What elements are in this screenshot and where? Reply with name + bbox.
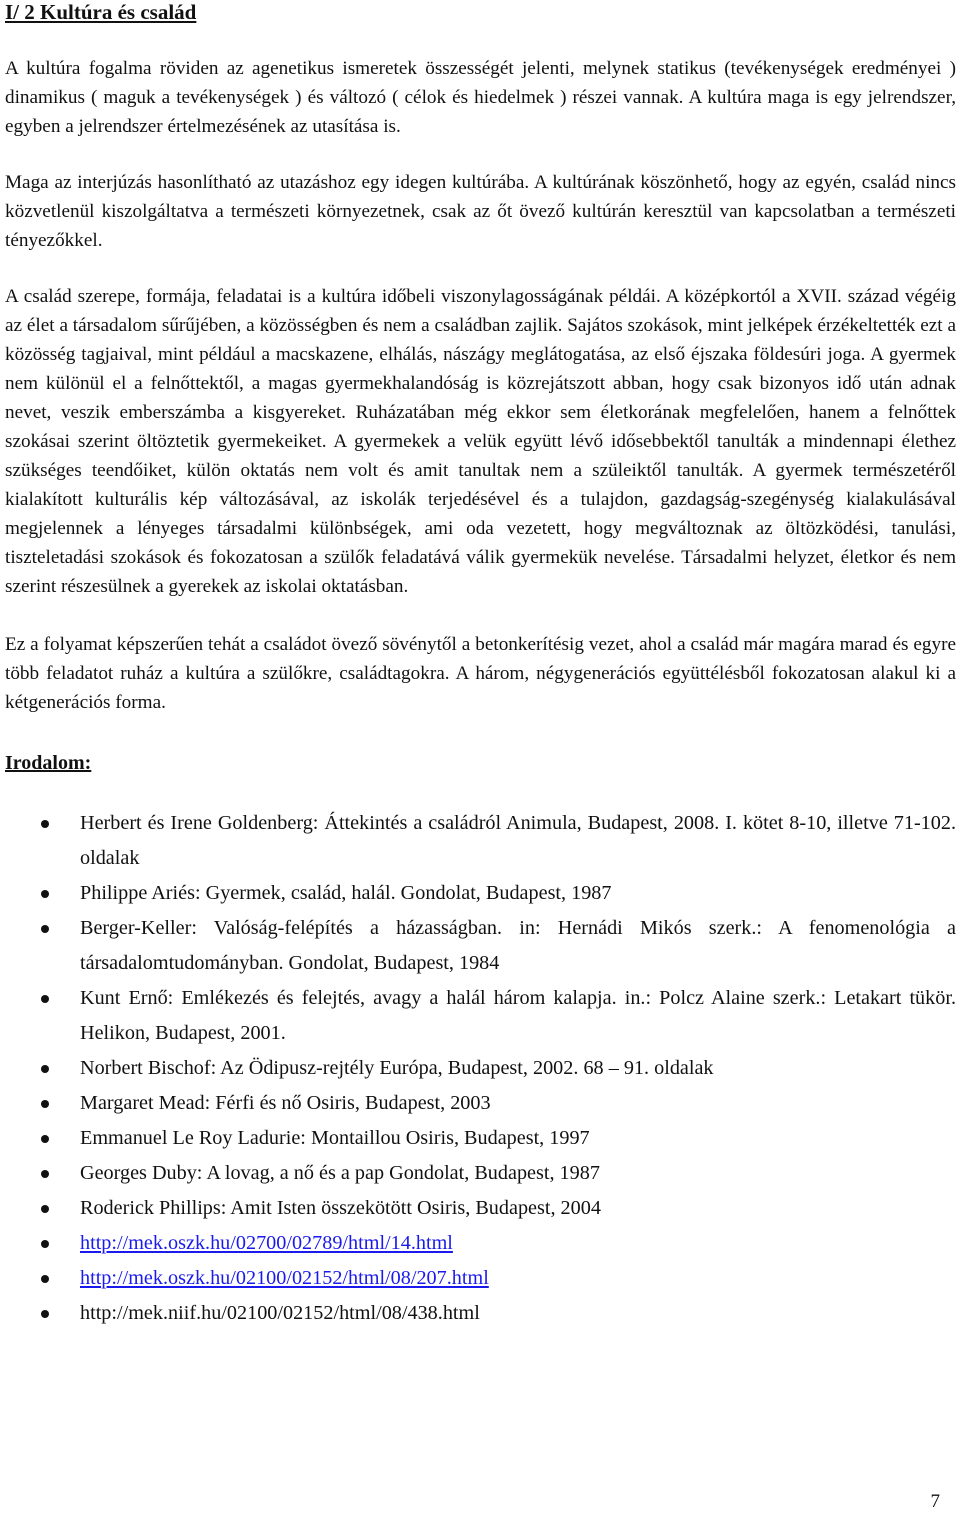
list-item: [5, 1086, 956, 1121]
list-item: [5, 1296, 956, 1331]
bullet-icon: [41, 1135, 49, 1143]
page-number: 7: [930, 1491, 940, 1512]
reference-text: Philippe Ariés: Gyermek, család, halál. Gondolat, Budapest, 1987: [80, 882, 612, 904]
list-item: [5, 1191, 956, 1226]
list-item: [5, 981, 956, 1051]
bullet-icon: [41, 1065, 49, 1073]
list-item: [5, 1051, 956, 1086]
bullet-icon: [41, 1205, 49, 1213]
reference-text: Norbert Bischof: Az Ödipusz-rejtély Európa, Budapest, 2002. 68 – 91. oldalak: [80, 1057, 714, 1079]
reference-text: Kunt Ernő: Emlékezés és felejtés, avagy a halál három kalapja. in.: Polcz Alaine szerk.: Letakart tükör. Helikon, Budapest, 2001.: [80, 987, 956, 1044]
paragraph-interview: Maga az interjúzás hasonlítható az utazáshoz egy idegen kultúrába. A kultúrának köszönhető, hogy az egyén, család nincs közvetlenül kiszolgáltatva a természeti környezetnek, csak az őt övező kultúrán keresztül van kapcsolatban a természeti tényezőkkel.: [5, 172, 956, 251]
reference-link-1[interactable]: http://mek.oszk.hu/02700/02789/html/14.html: [80, 1232, 453, 1254]
bullet-icon: [41, 1310, 49, 1318]
bullet-icon: [41, 925, 49, 933]
bullet-icon: [41, 995, 49, 1003]
reference-text: Emmanuel Le Roy Ladurie: Montaillou Osiris, Budapest, 1997: [80, 1127, 590, 1149]
list-item: [5, 1261, 956, 1296]
paragraph-family-role: A család szerepe, formája, feladatai is a kultúra időbeli viszonylagosságának példái. A középkortól a XVII. század végéig az élet a társadalom sűrűjében, a közösségben és nem a családban zajlik. Sajátos szokások, mint jelképek érzékeltették ezt a közösség tagjaival, mint például a macskazene, elhálás, nászágy meglátogatása, az első éjszaka földesúri joga. A gyermek nem különül el a felnőttektől, a magas gyermekhalandóság is közrejátszott abban, hogy csak bizonyos idő után adnak nevet, veszik emberszámba a kisgyereket. Ruházatában még ekkor sem életkorának megfelelően, hanem a felnőttek szokásai szerint öltöztetik gyermekeiket. A gyermekek a velük együtt lévő idősebbektől tanulták a mindennapi élethez szükséges teendőiket, külön oktatás nem volt és amit tanultak nem a szüleiktől tanulták. A gyermek természetéről kialakított kulturális kép változásával, az iskolák terjedésével és a tulajdon, gazdagság-szegénység kialakulásával megjelennek a lényeges társadalmi különbségek, ami oda vezetett, hogy megváltoznak az öltözködési, tanulási, tiszteletadási szokások és fokozatosan a szülők feladatává válik gyermekük nevelése. Társadalmi helyzet, életkor és nem szerint részesülnek a gyerekek az iskolai oktatásban.: [5, 286, 956, 597]
bullet-icon: [41, 1240, 49, 1248]
reference-link-2[interactable]: http://mek.oszk.hu/02100/02152/html/08/207.html: [80, 1267, 489, 1289]
paragraph-process: Ez a folyamat képszerűen tehát a családot övező sövénytől a betonkerítésig vezet, ahol a család már magára marad és egyre több feladatot ruház a kultúra a szülőkre, családtagokra. A három, négygenerációs együttélésből fokozatosan alakul ki a kétgenerációs forma.: [5, 634, 956, 713]
references-list: [5, 806, 956, 1331]
list-item: [5, 1226, 956, 1261]
list-item: [5, 911, 956, 981]
reference-text: Roderick Phillips: Amit Isten összekötött Osiris, Budapest, 2004: [80, 1197, 601, 1219]
bullet-icon: [41, 1275, 49, 1283]
list-item: [5, 876, 956, 911]
section-heading: I/ 2 Kultúra és család: [5, 0, 197, 24]
references-title: Irodalom:: [5, 752, 92, 774]
reference-text: Berger-Keller: Valóság-felépítés a házasságban. in: Hernádi Mikós szerk.: A fenomenológia a társadalomtudományban. Gondolat, Budapest, 1984: [80, 917, 956, 974]
list-item: [5, 1121, 956, 1156]
bullet-icon: [41, 1100, 49, 1108]
list-item: [5, 806, 956, 876]
reference-text: Georges Duby: A lovag, a nő és a pap Gondolat, Budapest, 1987: [80, 1162, 600, 1184]
reference-text: Margaret Mead: Férfi és nő Osiris, Budapest, 2003: [80, 1092, 491, 1114]
bullet-icon: [41, 890, 49, 898]
paragraph-culture-definition: A kultúra fogalma röviden az agenetikus ismeretek összességét jelenti, melynek statikus (tevékenységek eredményei ) dinamikus ( maguk a tevékenységek ) és változó ( célok és hiedelmek ) részei vannak. A kultúra maga is egy jelrendszer, egyben a jelrendszer értelmezésének az utasítása is.: [5, 58, 956, 137]
reference-text: Herbert és Irene Goldenberg: Áttekintés a családról Animula, Budapest, 2008. I. kötet 8-10, illetve 71-102. oldalak: [80, 812, 956, 869]
reference-url-text: http://mek.niif.hu/02100/02152/html/08/438.html: [80, 1302, 480, 1324]
bullet-icon: [41, 1170, 49, 1178]
list-item: [5, 1156, 956, 1191]
bullet-icon: [41, 820, 49, 828]
